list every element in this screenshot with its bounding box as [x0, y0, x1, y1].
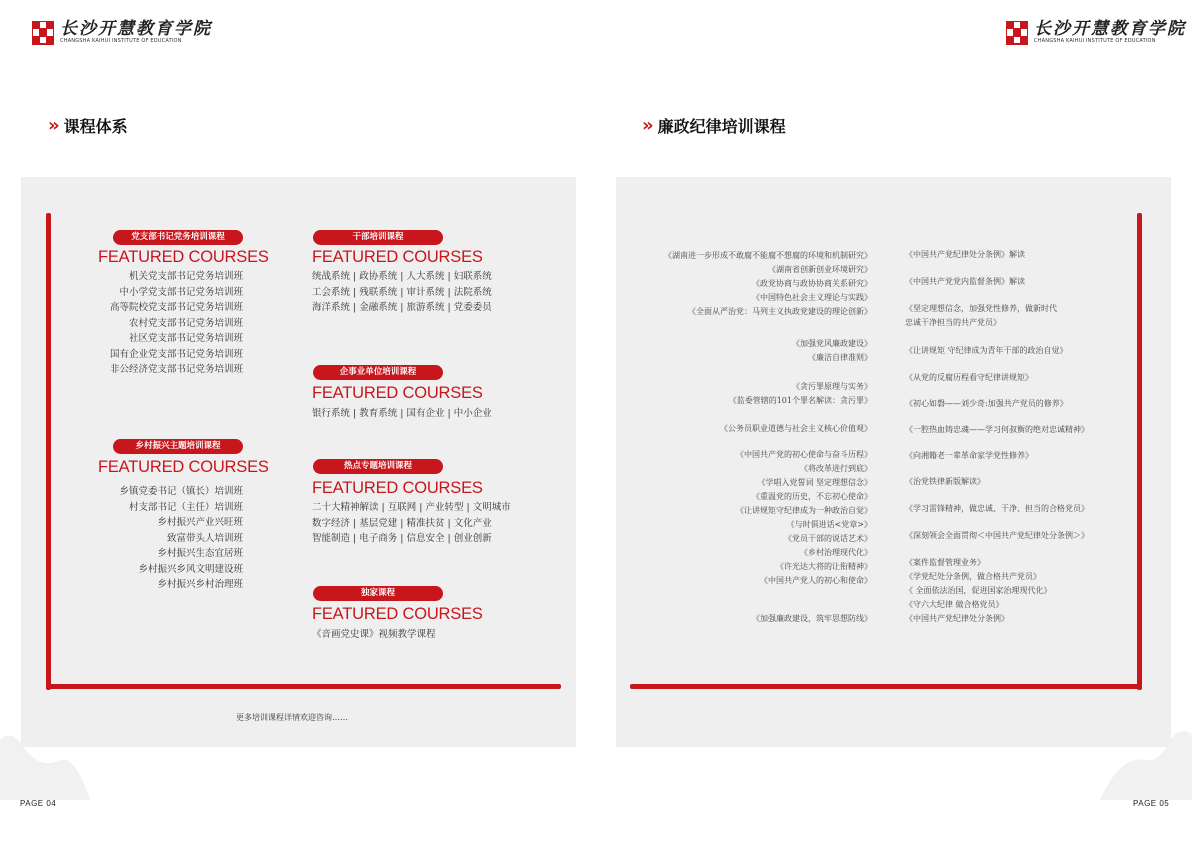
- tag-exclusive: 独家课程: [313, 586, 443, 601]
- logo-mark-icon: [32, 21, 54, 45]
- logo-mark-icon: [1006, 21, 1028, 45]
- list-item: 《让讲规矩守纪律成为一种政治自觉》: [736, 506, 872, 515]
- logo-cn: 长沙开慧教育学院: [1034, 19, 1186, 39]
- list-item: 《向湘籍老一辈革命家学党性修养》: [905, 451, 1033, 460]
- list-item: 致富带头人培训班: [166, 532, 243, 544]
- logo-en: CHANGSHA KAIHUI INSTITUTE OF EDUCATION: [60, 38, 182, 44]
- tag-cadre: 干部培训课程: [313, 230, 443, 245]
- list-exclusive: [312, 627, 436, 643]
- featured-rural: FEATURED COURSES: [98, 458, 269, 476]
- integrity-col-right-g5: [905, 397, 1068, 411]
- list-item: 《监委管辖的101个罪名解读：贪污罪》: [728, 396, 872, 405]
- featured-cadre: FEATURED COURSES: [312, 248, 483, 266]
- list-item: 《与时俱进话<党章>》: [786, 520, 872, 529]
- list-item: 海洋系统 | 金融系统 | 旅游系统 | 党委委员: [312, 302, 492, 313]
- list-item: 《学党纪处分条例，做合格共产党员》: [905, 572, 1041, 581]
- integrity-col-left-g0: [620, 249, 872, 319]
- list-item: 《湖南进一步形成不敢腐不能腐不想腐的环境和机制研究》: [664, 251, 872, 260]
- featured-exclusive: FEATURED COURSES: [312, 605, 483, 623]
- list-item: 《党员干部的说话艺术》: [784, 534, 872, 543]
- list-item: 《政党协商与政协协商关系研究》: [752, 279, 872, 288]
- integrity-col-right-g10: [905, 529, 1089, 543]
- integrity-col-right-g9: [905, 502, 1089, 516]
- list-item: 社区党支部书记党务培训班: [128, 333, 243, 344]
- list-hot: [312, 500, 511, 547]
- list-party: [60, 269, 243, 378]
- list-item: 《湖南省创新创业环境研究》: [768, 265, 872, 274]
- list-item: 《守六大纪律 做合格党员》: [905, 600, 1004, 609]
- mountain-decoration-left: [0, 720, 90, 800]
- integrity-col-right-g11: [905, 556, 1052, 626]
- list-item: 数字经济 | 基层党建 | 精准扶贫 | 文化产业: [312, 517, 492, 529]
- list-item: 《全面从严治党：马列主义执政党建设的理论创新》: [688, 307, 872, 316]
- list-item: 《 全面依法治国，促进国家治理现代化》: [905, 586, 1052, 595]
- list-item: 《治党铁律新版解读》: [905, 477, 985, 486]
- integrity-col-right-g8: [905, 475, 985, 489]
- list-item: 《坚定理想信念，加强党性修养，做新时代: [905, 304, 1057, 313]
- integrity-col-right-g3: [905, 344, 1068, 358]
- list-item: 乡村振兴生态宜居班: [157, 548, 243, 559]
- integrity-col-left-g5: [620, 612, 872, 626]
- list-item: 《案件监督管理业务》: [905, 558, 985, 567]
- list-item: 《贪污罪原理与实务》: [792, 382, 872, 391]
- logo-left: [32, 20, 212, 45]
- list-item: 《中国共产党纪律处分条例》解读: [905, 250, 1025, 259]
- list-enterprise: [312, 406, 492, 422]
- list-item: 国有企业党支部书记党务培训班: [109, 348, 243, 360]
- list-item: 《中国特色社会主义理论与实践》: [752, 293, 872, 302]
- list-item: 《学唱入党誓词 坚定理想信念》: [757, 478, 872, 487]
- list-item: 《许光达大将的让衔精神》: [776, 562, 872, 571]
- list-cadre: [312, 269, 492, 316]
- section-title-text: 廉政纪律培训课程: [657, 117, 786, 136]
- more-courses-note: 更多培训课程详情欢迎咨询……: [236, 713, 348, 722]
- list-item: 《让讲规矩 守纪律成为青年干部的政治自觉》: [905, 346, 1068, 355]
- integrity-col-right-g4: [905, 371, 1033, 385]
- list-item: 高等院校党支部书记党务培训班: [109, 302, 243, 313]
- logo-en: CHANGSHA KAIHUI INSTITUTE OF EDUCATION: [1034, 38, 1156, 44]
- section-title-left: [48, 114, 128, 137]
- integrity-col-left-g3: [620, 422, 872, 436]
- list-item: 机关党支部书记党务培训班: [128, 271, 243, 282]
- tag-rural: 乡村振兴主题培训课程: [113, 439, 243, 454]
- list-item: 统战系统 | 政协系统 | 人大系统 | 妇联系统: [312, 271, 492, 282]
- list-item: 《廉洁自律准则》: [808, 353, 872, 362]
- list-item: 忠诚干净担当的共产党员》: [905, 318, 1001, 327]
- list-item: 《重温党的历史，不忘初心使命》: [752, 492, 872, 501]
- list-item: 工会系统 | 残联系统 | 审计系统 | 法院系统: [312, 286, 492, 298]
- left-panel-vertical-bar: [46, 213, 51, 690]
- list-item: 《中国共产党人的初心和使命》: [760, 576, 872, 585]
- tag-party: 党支部书记党务培训课程: [113, 230, 243, 245]
- right-panel-horizontal-bar: [630, 684, 1142, 689]
- list-item: 《中国共产党党内监督条例》解读: [905, 277, 1025, 286]
- list-item: 《加强党风廉政建设》: [792, 339, 872, 348]
- list-item: 农村党支部书记党务培训班: [128, 317, 243, 329]
- integrity-col-right-g0: [905, 248, 1025, 262]
- mountain-decoration-right: [1100, 715, 1192, 800]
- list-item: 《加强廉政建设，筑牢思想防线》: [752, 614, 872, 623]
- list-item: 乡村振兴产业兴旺班: [157, 517, 243, 528]
- list-item: 《从党的反腐历程看守纪律讲规矩》: [905, 373, 1033, 382]
- list-item: 银行系统 | 教育系统 | 国有企业 | 中小企业: [312, 408, 492, 419]
- list-item: 《乡村治理现代化》: [800, 548, 872, 557]
- list-item: 《音画党史课》视频教学课程: [312, 629, 436, 640]
- list-item: 二十大精神解读 | 互联网 | 产业转型 | 文明城市: [312, 502, 511, 513]
- integrity-col-left-g2: [620, 380, 872, 408]
- list-item: 乡村振兴乡风文明建设班: [138, 563, 243, 575]
- list-item: 《将改革进行到底》: [800, 464, 872, 473]
- section-title-right: [642, 114, 786, 137]
- integrity-col-left-g1: [620, 337, 872, 365]
- logo-right: [1006, 20, 1186, 45]
- featured-party: FEATURED COURSES: [98, 248, 269, 266]
- featured-hot: FEATURED COURSES: [312, 479, 483, 497]
- tag-hot: 热点专题培训课程: [313, 459, 443, 474]
- featured-enterprise: FEATURED COURSES: [312, 384, 483, 402]
- list-item: 《中国共产党纪律处分条例》: [905, 614, 1009, 623]
- tag-enterprise: 企事业单位培训课程: [313, 365, 443, 380]
- list-item: 《学习雷锋精神，做忠诚、干净、担当的合格党员》: [905, 504, 1089, 513]
- page-number-right: PAGE 05: [1133, 799, 1170, 808]
- list-item: 乡镇党委书记（镇长）培训班: [119, 486, 243, 497]
- list-rural: [60, 484, 243, 593]
- list-item: 《初心如磐——刘少奇:加强共产党员的修养》: [905, 399, 1068, 408]
- page-number-left: PAGE 04: [20, 799, 57, 808]
- double-chevron-icon: »: [48, 115, 60, 136]
- list-item: 《一腔热血铸忠魂——学习何叔衡的绝对忠诚精神》: [905, 425, 1089, 434]
- logo-cn: 长沙开慧教育学院: [60, 19, 212, 39]
- right-panel-vertical-bar: [1137, 213, 1142, 690]
- list-item: 村支部书记（主任）培训班: [128, 501, 243, 513]
- list-item: 中小学党支部书记党务培训班: [119, 286, 243, 298]
- list-item: 智能制造 | 电子商务 | 信息安全 | 创业创新: [312, 533, 492, 544]
- list-item: 《中国共产党的初心使命与奋斗历程》: [736, 450, 872, 459]
- list-item: 非公经济党支部书记党务培训班: [109, 364, 243, 375]
- integrity-col-right-g7: [905, 449, 1033, 463]
- double-chevron-icon: »: [642, 115, 654, 136]
- list-item: 《公务员职业道德与社会主义核心价值观》: [720, 424, 872, 433]
- integrity-col-right-g1: [905, 275, 1025, 289]
- list-item: 乡村振兴乡村治理班: [157, 579, 243, 590]
- integrity-col-right-g2: [905, 302, 1057, 330]
- list-item: 《深刻领会全面贯彻＜中国共产党纪律处分条例＞》: [905, 531, 1089, 540]
- integrity-col-right-g6: [905, 423, 1089, 437]
- section-title-text: 课程体系: [63, 117, 128, 136]
- left-panel-horizontal-bar: [46, 684, 561, 689]
- integrity-col-left-g4: [620, 448, 872, 588]
